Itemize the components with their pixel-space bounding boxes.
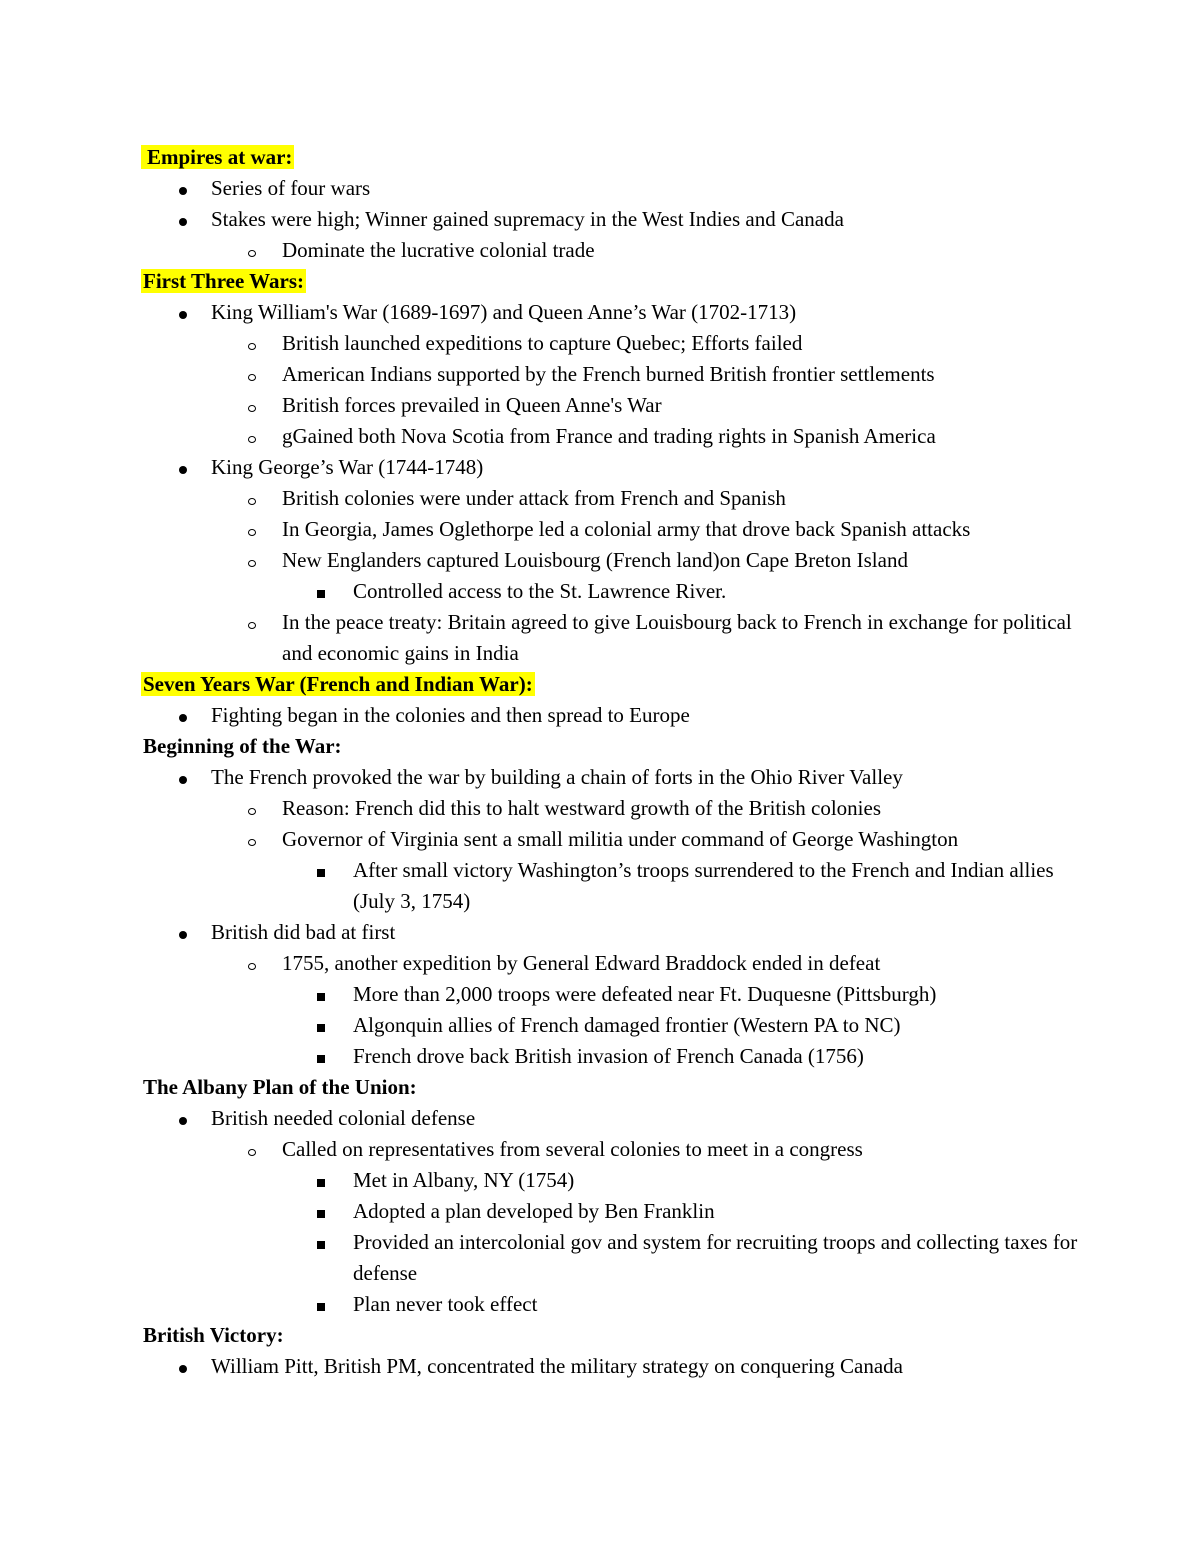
section-heading-text: Beginning of the War: bbox=[143, 734, 342, 758]
list-item-text: 1755, another expedition by General Edward Braddock ended in defeat bbox=[282, 951, 881, 975]
bullet-list bbox=[141, 1351, 1081, 1382]
list-item bbox=[141, 1010, 1081, 1041]
list-item bbox=[141, 1134, 1081, 1165]
list-item bbox=[141, 545, 1081, 576]
list-item-text: gGained both Nova Scotia from France and trading rights in Spanish America bbox=[282, 424, 936, 448]
section-heading-text: First Three Wars: bbox=[143, 269, 304, 293]
bullet-circle-icon bbox=[248, 948, 256, 979]
list-item bbox=[141, 576, 1081, 607]
bullet-circle-icon bbox=[248, 607, 256, 638]
list-item bbox=[141, 204, 1081, 235]
list-item bbox=[141, 173, 1081, 204]
bullet-circle-icon bbox=[248, 235, 256, 266]
bullet-circle-icon bbox=[248, 390, 256, 421]
list-item-text: British colonies were under attack from French and Spanish bbox=[282, 486, 786, 510]
list-item bbox=[141, 700, 1081, 731]
section-heading bbox=[141, 1320, 1081, 1351]
list-item-text: British forces prevailed in Queen Anne's War bbox=[282, 393, 662, 417]
bullet-square-icon bbox=[317, 1227, 325, 1258]
list-item bbox=[141, 235, 1081, 266]
list-item-text: Met in Albany, NY (1754) bbox=[353, 1168, 575, 1192]
bullet-dot-icon bbox=[179, 762, 187, 793]
list-item-text: William Pitt, British PM, concentrated the military strategy on conquering Canada bbox=[211, 1354, 904, 1378]
list-item-text: American Indians supported by the French burned British frontier settlements bbox=[282, 362, 935, 386]
bullet-square-icon bbox=[317, 979, 325, 1010]
list-item-text: Called on representatives from several colonies to meet in a congress bbox=[282, 1137, 863, 1161]
list-item-text: British did bad at first bbox=[211, 920, 396, 944]
section-heading bbox=[141, 142, 1081, 173]
list-item bbox=[141, 979, 1081, 1010]
bullet-circle-icon bbox=[248, 545, 256, 576]
list-item-text: King George’s War (1744-1748) bbox=[211, 455, 484, 479]
section-heading bbox=[141, 731, 1081, 762]
bullet-square-icon bbox=[317, 1041, 325, 1072]
list-item-text: French drove back British invasion of French Canada (1756) bbox=[353, 1044, 864, 1068]
list-item-text: Fighting began in the colonies and then spread to Europe bbox=[211, 703, 690, 727]
list-item bbox=[141, 359, 1081, 390]
section-heading bbox=[141, 266, 1081, 297]
list-item-text: British launched expeditions to capture Quebec; Efforts failed bbox=[282, 331, 803, 355]
list-item bbox=[141, 607, 1081, 669]
list-item-text: The French provoked the war by building a chain of forts in the Ohio River Valley bbox=[211, 765, 903, 789]
list-item bbox=[141, 328, 1081, 359]
bullet-list bbox=[141, 297, 1081, 669]
list-item-text: Dominate the lucrative colonial trade bbox=[282, 238, 595, 262]
list-item-text: In the peace treaty: Britain agreed to give Louisbourg back to French in exchange for political and economic gains in India bbox=[282, 610, 1072, 665]
section-heading-text: Seven Years War (French and Indian War): bbox=[143, 672, 533, 696]
bullet-square-icon bbox=[317, 1196, 325, 1227]
list-item-text: More than 2,000 troops were defeated near Ft. Duquesne (Pittsburgh) bbox=[353, 982, 937, 1006]
list-item-text: Series of four wars bbox=[211, 176, 371, 200]
bullet-circle-icon bbox=[248, 793, 256, 824]
bullet-square-icon bbox=[317, 1165, 325, 1196]
bullet-circle-icon bbox=[248, 824, 256, 855]
bullet-circle-icon bbox=[248, 514, 256, 545]
bullet-circle-icon bbox=[248, 483, 256, 514]
list-item bbox=[141, 762, 1081, 793]
bullet-dot-icon bbox=[179, 917, 187, 948]
bullet-dot-icon bbox=[179, 1103, 187, 1134]
list-item-text: Provided an intercolonial gov and system for recruiting troops and collecting taxes for defense bbox=[353, 1230, 1078, 1285]
list-item-text: Adopted a plan developed by Ben Franklin bbox=[353, 1199, 715, 1223]
list-item bbox=[141, 1165, 1081, 1196]
section-heading-text: Empires at war: bbox=[141, 145, 294, 169]
list-item-text: New Englanders captured Louisbourg (French land)on Cape Breton Island bbox=[282, 548, 908, 572]
list-item bbox=[141, 483, 1081, 514]
bullet-circle-icon bbox=[248, 328, 256, 359]
bullet-square-icon bbox=[317, 576, 325, 607]
list-item bbox=[141, 297, 1081, 328]
list-item bbox=[141, 917, 1081, 948]
list-item-text: Stakes were high; Winner gained supremacy in the West Indies and Canada bbox=[211, 207, 844, 231]
list-item bbox=[141, 390, 1081, 421]
list-item bbox=[141, 1103, 1081, 1134]
bullet-circle-icon bbox=[248, 359, 256, 390]
list-item bbox=[141, 1196, 1081, 1227]
bullet-square-icon bbox=[317, 1289, 325, 1320]
list-item bbox=[141, 1289, 1081, 1320]
bullet-circle-icon bbox=[248, 1134, 256, 1165]
bullet-dot-icon bbox=[179, 173, 187, 204]
list-item bbox=[141, 514, 1081, 545]
list-item-text: King William's War (1689-1697) and Queen Anne’s War (1702-1713) bbox=[211, 300, 797, 324]
list-item-text: Controlled access to the St. Lawrence River. bbox=[353, 579, 727, 603]
list-item bbox=[141, 452, 1081, 483]
section-heading bbox=[141, 1072, 1081, 1103]
document-body bbox=[141, 142, 1081, 1382]
list-item-text: Governor of Virginia sent a small militia under command of George Washington bbox=[282, 827, 959, 851]
bullet-dot-icon bbox=[179, 297, 187, 328]
list-item bbox=[141, 1227, 1081, 1289]
bullet-dot-icon bbox=[179, 700, 187, 731]
bullet-square-icon bbox=[317, 1010, 325, 1041]
list-item-text: Plan never took effect bbox=[353, 1292, 538, 1316]
list-item bbox=[141, 824, 1081, 855]
list-item-text: After small victory Washington’s troops surrendered to the French and Indian allies (July 3, 1754) bbox=[353, 858, 1054, 913]
list-item bbox=[141, 948, 1081, 979]
list-item bbox=[141, 1351, 1081, 1382]
bullet-list bbox=[141, 1103, 1081, 1320]
section-heading-text: The Albany Plan of the Union: bbox=[143, 1075, 417, 1099]
bullet-list bbox=[141, 762, 1081, 1072]
list-item-text: In Georgia, James Oglethorpe led a colonial army that drove back Spanish attacks bbox=[282, 517, 971, 541]
bullet-square-icon bbox=[317, 855, 325, 886]
bullet-dot-icon bbox=[179, 452, 187, 483]
list-item-text: British needed colonial defense bbox=[211, 1106, 476, 1130]
bullet-dot-icon bbox=[179, 204, 187, 235]
bullet-list bbox=[141, 173, 1081, 266]
bullet-list bbox=[141, 700, 1081, 731]
list-item bbox=[141, 855, 1081, 917]
section-heading bbox=[141, 669, 1081, 700]
list-item-text: Algonquin allies of French damaged frontier (Western PA to NC) bbox=[353, 1013, 901, 1037]
list-item bbox=[141, 793, 1081, 824]
bullet-circle-icon bbox=[248, 421, 256, 452]
bullet-dot-icon bbox=[179, 1351, 187, 1382]
section-heading-text: British Victory: bbox=[143, 1323, 284, 1347]
list-item bbox=[141, 421, 1081, 452]
list-item-text: Reason: French did this to halt westward growth of the British colonies bbox=[282, 796, 881, 820]
list-item bbox=[141, 1041, 1081, 1072]
